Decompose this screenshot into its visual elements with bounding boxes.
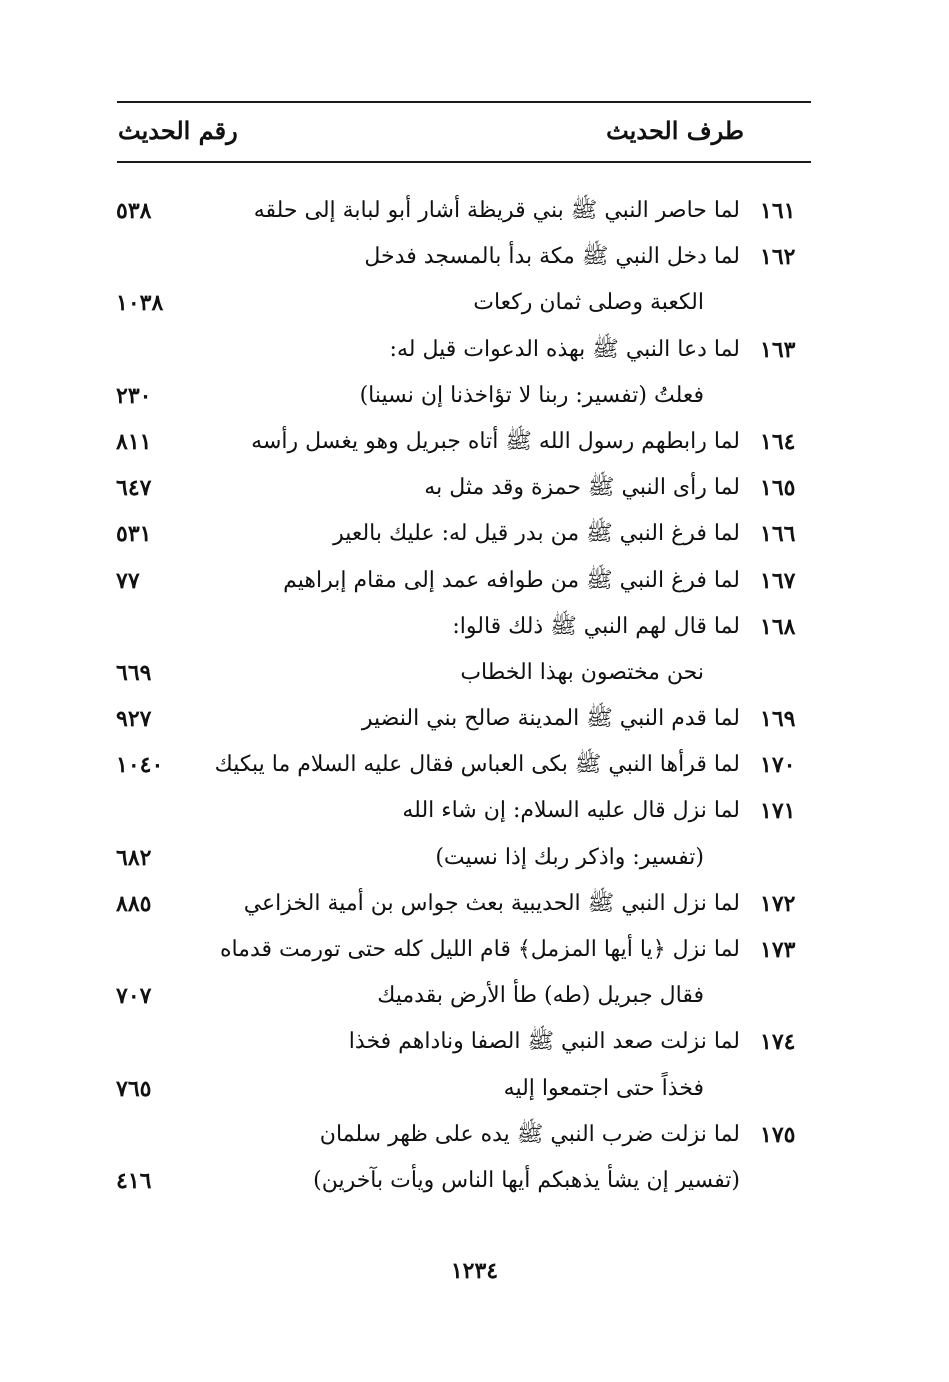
entry-number: ١٧٤ (760, 1029, 796, 1056)
list-item (110, 927, 820, 973)
entry-number: ١٧٥ (760, 1121, 796, 1148)
entry-number: ١٦٧ (760, 567, 796, 594)
list-item (110, 1158, 820, 1204)
list-item (110, 604, 820, 650)
entry-number: ١٧٣ (760, 937, 796, 963)
list-item (110, 558, 820, 604)
list-item (110, 511, 820, 557)
hadith-text: الكعبة وصلى ثمان ركعات (473, 290, 704, 316)
hadith-reference-number: ٦٨٢ (116, 844, 152, 871)
hadith-text: لما رأى النبي ﷺ حمزة وقد مثل به (424, 475, 740, 501)
hadith-reference-number: ٧٧ (116, 567, 140, 594)
list-item (110, 1112, 820, 1158)
list-item-continuation (110, 973, 820, 1019)
entry-number: ١٦٢ (760, 244, 796, 271)
hadith-text: لما فرغ النبي ﷺ من طوافه عمد إلى مقام إبراهيم (283, 567, 740, 593)
hadith-text: فخذاً حتى اجتمعوا إليه (503, 1075, 704, 1101)
hadith-reference-number: ٧٦٥ (116, 1075, 152, 1102)
list-item (110, 234, 820, 280)
page-number: ١٢٣٤ (450, 1258, 499, 1284)
hadith-reference-number: ٨٨٥ (116, 890, 152, 917)
list-item (110, 419, 820, 465)
list-item-continuation (110, 650, 820, 696)
entry-number: ١٦٩ (760, 706, 796, 733)
entry-number: ١٦١ (760, 198, 796, 224)
entry-number: ١٦٣ (760, 336, 796, 363)
hadith-text: لما نزلت ضرب النبي ﷺ يده على ظهر سلمان (319, 1121, 740, 1147)
hadith-text: لما حاصر النبي ﷺ بني قريظة أشار أبو لبابة إلى حلقه (253, 198, 740, 223)
list-item (110, 188, 820, 234)
top-rule (117, 101, 811, 103)
hadith-text: لما دعا النبي ﷺ بهذه الدعوات قيل له: (389, 336, 740, 362)
hadith-reference-number: ٩٢٧ (116, 706, 152, 733)
list-item (110, 742, 820, 788)
list-item-continuation (110, 1066, 820, 1112)
column-header-hadith-number: رقم الحديث (118, 116, 238, 145)
hadith-reference-number: ٧٠٧ (116, 983, 152, 1010)
hadith-text: لما قدم النبي ﷺ المدينة صالح بني النضير (361, 706, 740, 732)
hadith-text: لما فرغ النبي ﷺ من بدر قيل له: عليك بالعير (333, 521, 740, 547)
hadith-index-list (110, 188, 820, 1204)
hadith-reference-number: ٨١١ (116, 428, 152, 455)
hadith-text: لما رابطهم رسول الله ﷺ أتاه جبريل وهو يغسل رأسه (251, 428, 740, 454)
hadith-reference-number: ٥٣١ (116, 521, 152, 548)
list-item-continuation (110, 280, 820, 326)
list-item (110, 327, 820, 373)
hadith-text: لما قال لهم النبي ﷺ ذلك قالوا: (452, 613, 740, 639)
entry-number: ١٧٠ (760, 752, 796, 779)
list-item (110, 788, 820, 834)
hadith-reference-number: ٢٣٠ (116, 382, 152, 409)
hadith-text: فعلتُ (تفسير: ربنا لا تؤاخذنا إن نسينا) (359, 382, 704, 408)
list-item-continuation (110, 835, 820, 881)
hadith-text: نحن مختصون بهذا الخطاب (460, 659, 704, 685)
hadith-text: فقال جبريل (طه) طأ الأرض بقدميك (377, 983, 704, 1009)
hadith-reference-number: ٤١٦ (116, 1167, 152, 1194)
hadith-text: لما نزل النبي ﷺ الحديبية بعث جواس بن أمية الخزاعي (243, 890, 740, 916)
hadith-reference-number: ٥٣٨ (116, 198, 152, 224)
column-header-hadith-start: طرف الحديث (606, 116, 744, 145)
list-item (110, 881, 820, 927)
hadith-text: (تفسير: واذكر ربك إذا نسيت) (435, 844, 704, 870)
entry-number: ١٦٥ (760, 475, 796, 502)
hadith-text: لما نزل ﴿يا أيها المزمل﴾ قام الليل كله حتى تورمت قدماه (219, 937, 740, 962)
hadith-text: لما دخل النبي ﷺ مكة بدأ بالمسجد فدخل (364, 244, 740, 270)
hadith-text: لما نزل قال عليه السلام: إن شاء الله (402, 798, 740, 824)
hadith-reference-number: ١٠٣٨ (116, 290, 164, 317)
entry-number: ١٦٨ (760, 613, 796, 640)
list-item (110, 1019, 820, 1065)
hadith-text: لما قرأها النبي ﷺ بكى العباس فقال عليه السلام ما يبكيك (214, 752, 740, 778)
hadith-reference-number: ١٠٤٠ (116, 752, 164, 779)
entry-number: ١٧٢ (760, 890, 796, 917)
entry-number: ١٧١ (760, 798, 796, 825)
hadith-reference-number: ٦٦٩ (116, 659, 152, 686)
hadith-reference-number: ٦٤٧ (116, 475, 152, 502)
list-item (110, 696, 820, 742)
header-rule (117, 161, 811, 163)
hadith-text: (تفسير إن يشأ يذهبكم أيها الناس ويأت بآخرين) (313, 1167, 740, 1193)
list-item (110, 465, 820, 511)
list-item-continuation (110, 373, 820, 419)
hadith-text: لما نزلت صعد النبي ﷺ الصفا وناداهم فخذا (348, 1029, 740, 1055)
entry-number: ١٦٤ (760, 428, 796, 455)
entry-number: ١٦٦ (760, 521, 796, 548)
